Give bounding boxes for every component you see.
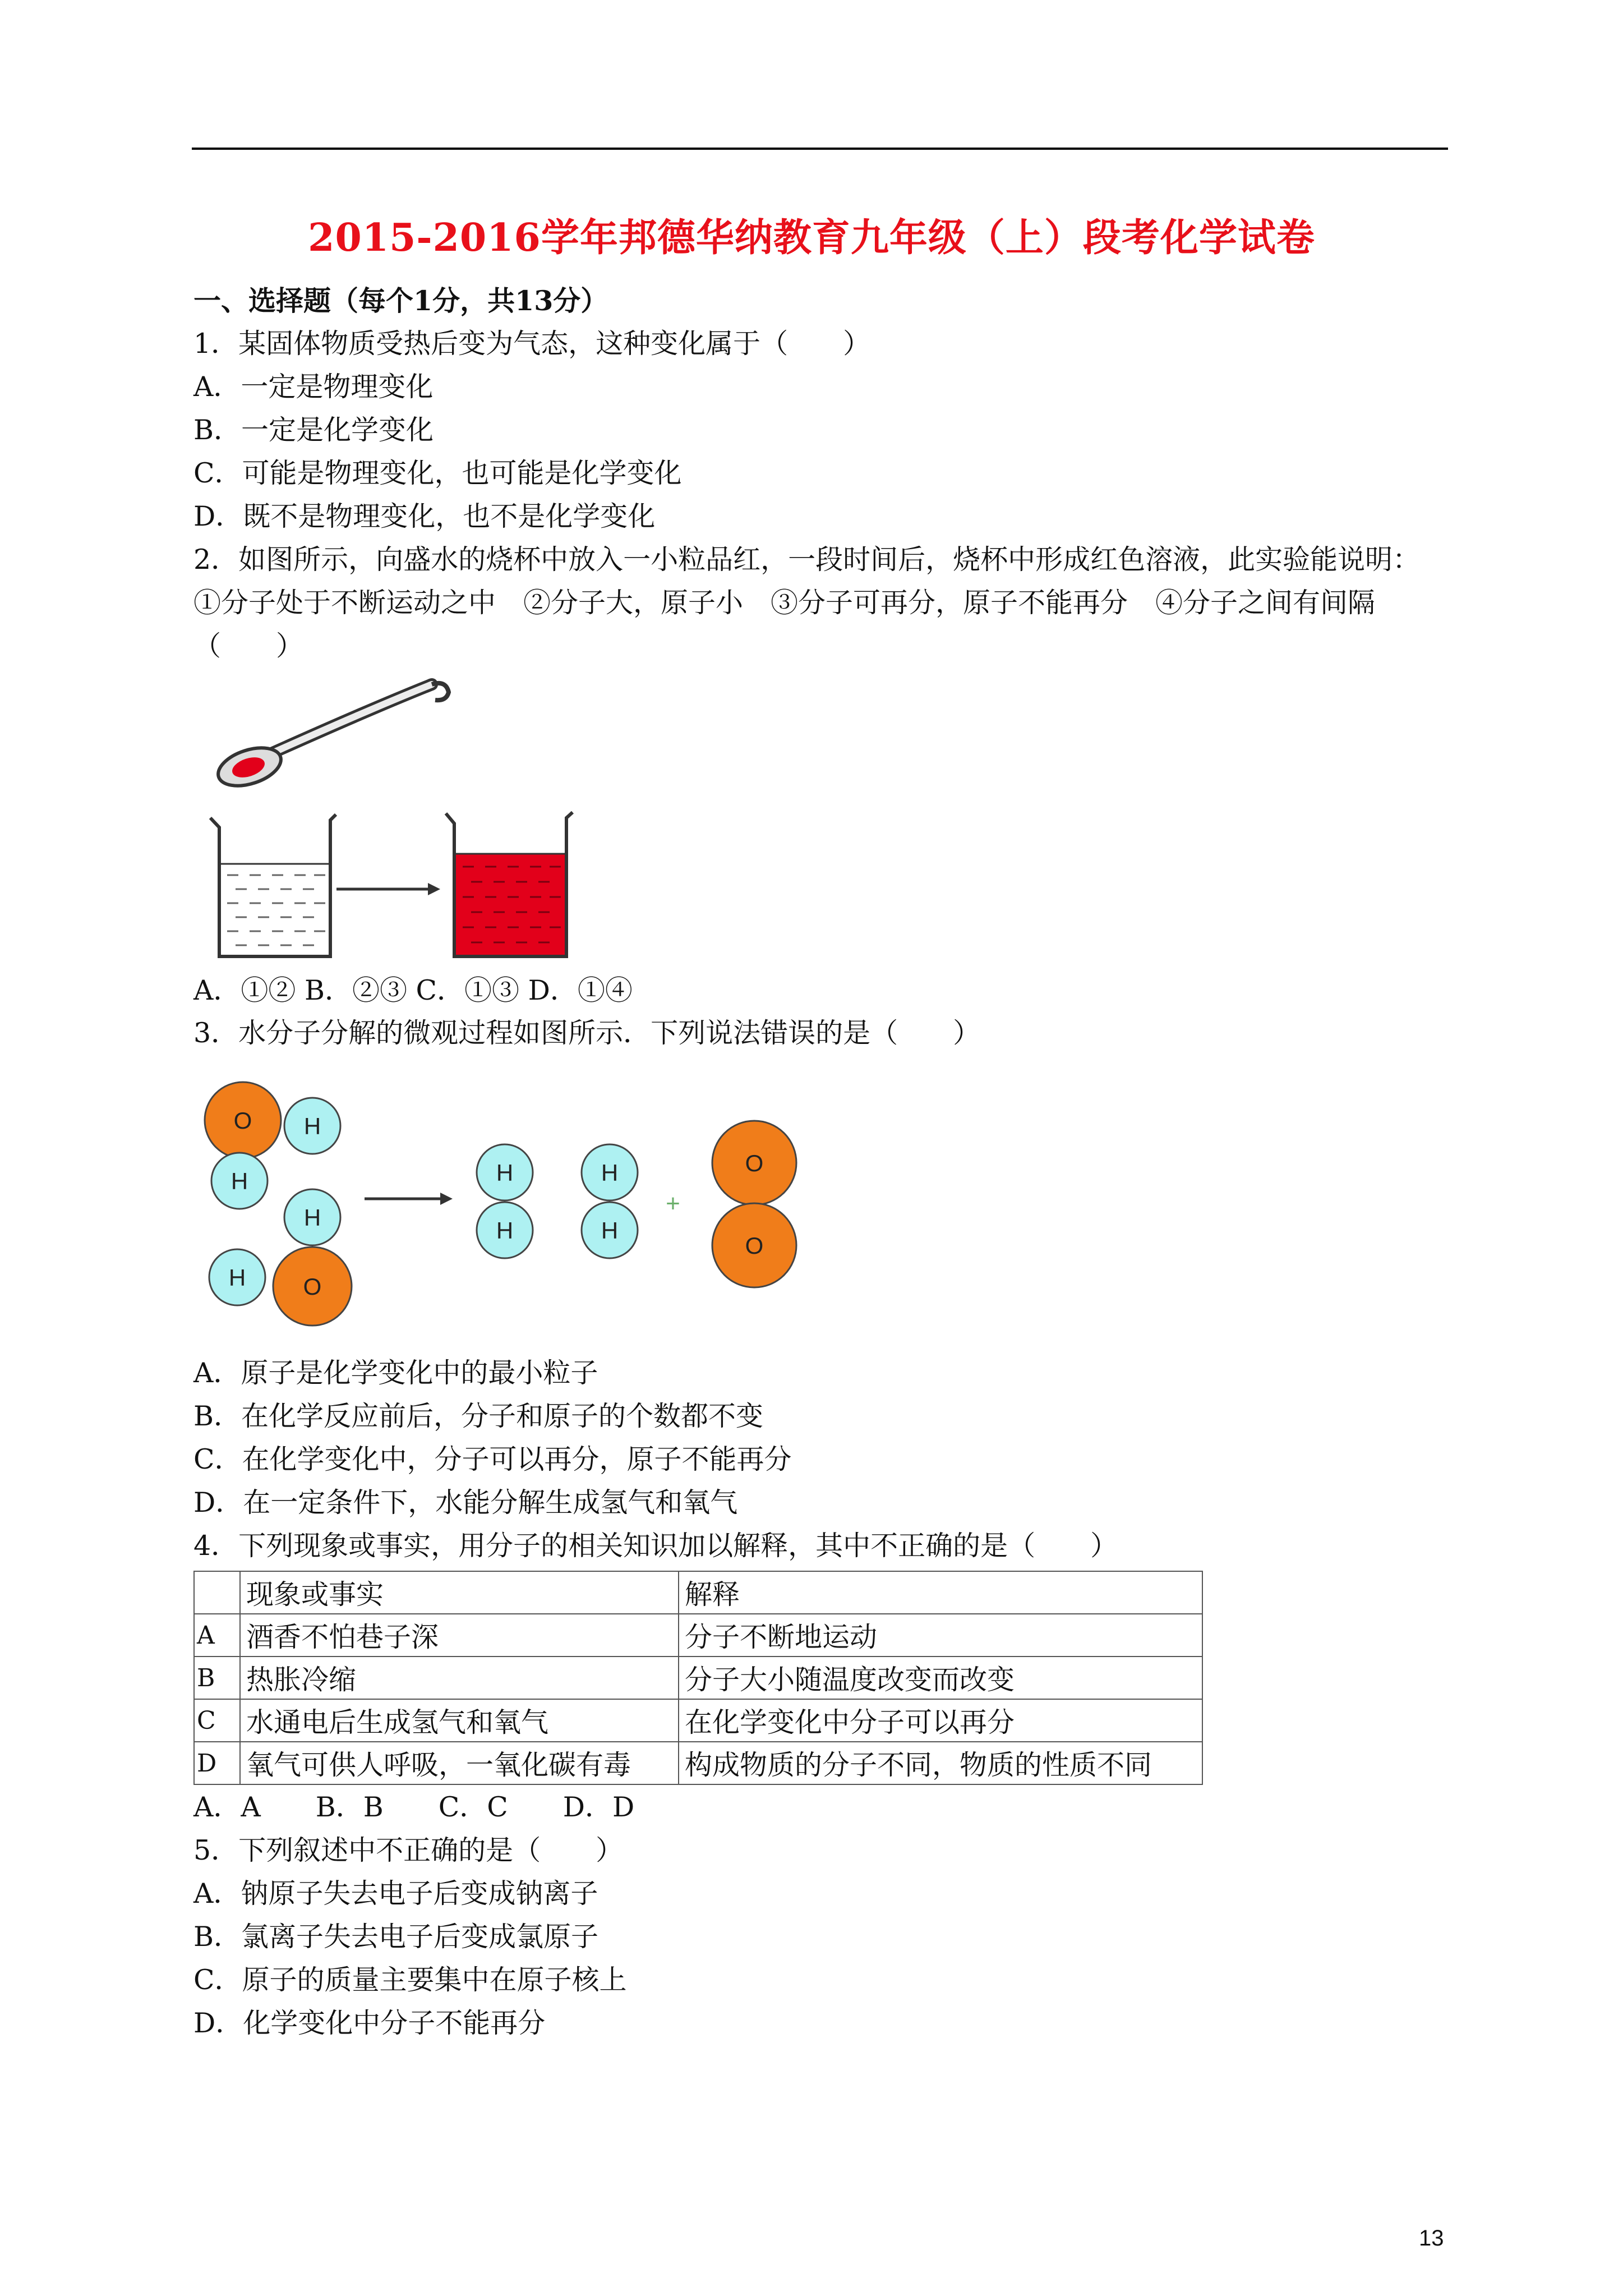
page-number: 13 [1419, 2226, 1444, 2251]
q5-option-d: D．化学变化中分子不能再分 [193, 2007, 546, 2039]
svg-text:O: O [745, 1150, 764, 1176]
svg-text:H: H [228, 1264, 246, 1291]
q3-option-a: A．原子是化学变化中的最小粒子 [193, 1357, 598, 1389]
q1-stem: 1．某固体物质受热后变为气态，这种变化属于（ ） [193, 328, 871, 360]
q3-stem: 3．水分子分解的微观过程如图所示．下列说法错误的是（ ） [193, 1017, 981, 1049]
svg-text:H: H [601, 1217, 619, 1244]
table-row [194, 1699, 1202, 1742]
q3-option-d: D．在一定条件下，水能分解生成氢气和氧气 [193, 1487, 738, 1519]
svg-text:O: O [233, 1107, 252, 1134]
q1-option-b: B．一定是化学变化 [193, 414, 434, 446]
svg-text:H: H [496, 1217, 514, 1244]
table-cell: 分子不断地运动 [679, 1614, 1202, 1657]
q5-stem: 5．下列叙述中不正确的是（ ） [193, 1834, 624, 1866]
table-cell: 酒香不怕巷子深 [240, 1614, 679, 1657]
q1-option-d: D．既不是物理变化，也不是化学变化 [193, 500, 656, 532]
q5-option-b: B．氯离子失去电子后变成氯原子 [193, 1921, 599, 1953]
q1-option-c: C．可能是物理变化，也可能是化学变化 [193, 457, 682, 489]
table-cell: 构成物质的分子不同，物质的性质不同 [679, 1742, 1202, 1784]
table-cell: 在化学变化中分子可以再分 [679, 1699, 1202, 1742]
arrow-icon [336, 883, 440, 895]
svg-text:H: H [230, 1168, 248, 1194]
q5-option-a: A．钠原子失去电子后变成钠离子 [193, 1878, 598, 1910]
q4-stem: 4．下列现象或事实，用分子的相关知识加以解释，其中不正确的是（ ） [193, 1530, 1118, 1562]
svg-text:H: H [303, 1204, 321, 1231]
beaker-dye-icon [446, 812, 573, 956]
spoon-icon [214, 683, 449, 793]
table-row [194, 1614, 1202, 1657]
svg-text:H: H [303, 1113, 321, 1139]
table-cell: 水通电后生成氢气和氧气 [240, 1699, 679, 1742]
beaker-water-icon [210, 815, 336, 956]
q5-option-c: C．原子的质量主要集中在原子核上 [193, 1964, 627, 1996]
table-cell [194, 1571, 240, 1614]
section-heading: 一、选择题（每个1分，共13分） [193, 284, 608, 317]
q4-options: A．A B．B C．C D．D [193, 1791, 635, 1823]
q2-statements: ①分子处于不断运动之中 ②分子大，原子小 ③分子可再分，原子不能再分 ④分子之间有间隔 [193, 587, 1376, 619]
arrow-icon [365, 1193, 453, 1205]
q2-stem: 2．如图所示，向盛水的烧杯中放入一小粒品红，一段时间后，烧杯中形成红色溶液，此实验能说明： [193, 544, 1421, 576]
table-cell: D [194, 1742, 240, 1784]
q2-paren: （ ） [193, 630, 304, 662]
table-row [194, 1657, 1202, 1699]
table-header-cell: 解释 [679, 1571, 1202, 1614]
q2-options: A．①② B．②③ C．①③ D．①④ [193, 974, 633, 1006]
table-cell: C [194, 1699, 240, 1742]
table-header-row [194, 1571, 1202, 1614]
table-cell: A [194, 1614, 240, 1657]
table-cell: 分子大小随温度改变而改变 [679, 1657, 1202, 1699]
table-cell: B [194, 1657, 240, 1699]
table-header-cell: 现象或事实 [240, 1571, 679, 1614]
header-rule [192, 148, 1448, 150]
beaker-figure [193, 673, 586, 965]
table-row [194, 1742, 1202, 1784]
svg-text:O: O [745, 1232, 764, 1259]
plus-sign: + [666, 1190, 680, 1217]
q4-table [193, 1571, 1203, 1785]
table-cell: 氧气可供人呼吸，一氧化碳有毒 [240, 1742, 679, 1784]
svg-text:H: H [496, 1159, 514, 1186]
table-cell: 热胀冷缩 [240, 1657, 679, 1699]
q3-option-b: B．在化学反应前后，分子和原子的个数都不变 [193, 1400, 764, 1432]
q1-option-a: A．一定是物理变化 [193, 371, 434, 403]
svg-text:H: H [601, 1159, 619, 1186]
svg-text:O: O [303, 1273, 322, 1300]
page-title: 2015-2016学年邦德华纳教育九年级（上）段考化学试卷 [308, 215, 1315, 260]
q3-option-c: C．在化学变化中，分子可以再分，原子不能再分 [193, 1443, 792, 1475]
water-decomposition-figure [193, 1074, 866, 1338]
